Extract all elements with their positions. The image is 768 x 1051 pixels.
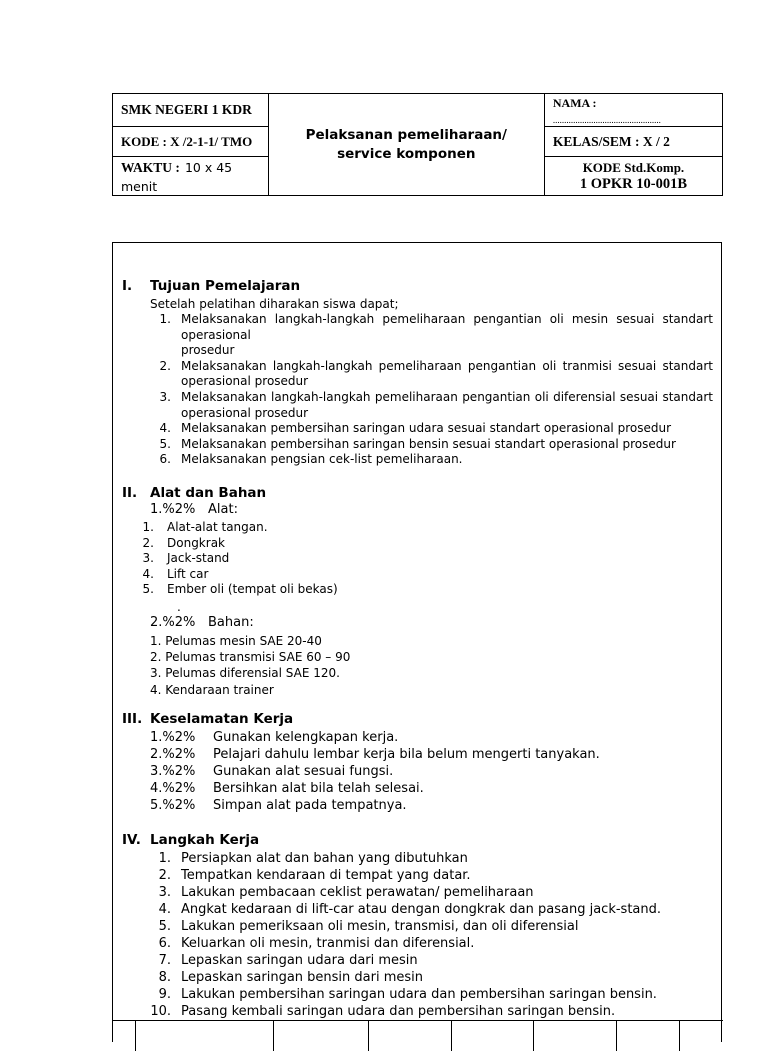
nama-cell — [544, 94, 722, 127]
list-item: 7. Lepaskan saringan udara dari mesin — [158, 953, 418, 968]
section-1-intro: Setelah pelatihan diharakan siswa dapat; — [150, 297, 399, 311]
bahan-heading: 2.%2% Bahan: — [150, 615, 254, 630]
list-item: 2.%2% Pelajari dahulu lembar kerja bila belum mengerti tanyakan. — [150, 747, 600, 762]
list-item: 2. Tempatkan kendaraan di tempat yang datar. — [158, 868, 471, 883]
list-item: 4.%2% Bersihkan alat bila telah selesai. — [150, 781, 424, 796]
section-1-number: I. — [122, 278, 133, 294]
list-item: 5. Melaksanakan pembersihan saringan bensin sesuai standart operasional prosedur — [159, 436, 676, 451]
list-item: 4. Melaksanakan pembersihan saringan udara sesuai standart operasional prosedur — [159, 421, 672, 436]
safety-list — [150, 729, 710, 814]
list-item: 6. Keluarkan oli mesin, tranmisi dan diferensial. — [158, 936, 475, 951]
kode-std-label: KODE Std.Komp. — [582, 160, 685, 175]
list-item: 3.%2% Gunakan alat sesuai fungsi. — [150, 764, 394, 779]
objective-list — [149, 312, 713, 468]
waktu-label: WAKTU : — [121, 160, 180, 175]
list-item: 10. Pasang kembali saringan udara dan pembersihan saringan bensin. — [150, 1004, 616, 1019]
nama-label: NAMA : — [552, 96, 597, 110]
worksheet-title: Pelaksanan pemeliharaan/ service komponen — [268, 94, 544, 196]
section-1-title: Tujuan Pemelajaran — [150, 278, 301, 294]
section-3-title: Keselamatan Kerja — [150, 711, 294, 727]
list-item: 1. Pelumas mesin SAE 20-40 — [150, 634, 322, 648]
list-item: 6. Melaksanakan pengsian cek-list pemeliharaan. — [159, 452, 463, 467]
section-1-heading — [122, 278, 300, 294]
list-item: 2. Pelumas transmisi SAE 60 – 90 — [150, 650, 351, 665]
list-item: 2. Dongkrak — [142, 535, 225, 550]
list-item: 1.%2% Gunakan kelengkapan kerja. — [150, 730, 399, 745]
list-item: 8. Lepaskan saringan bensin dari mesin — [158, 970, 424, 985]
list-item: 5.%2% Simpan alat pada tempatnya. — [150, 798, 407, 813]
section-4-heading — [122, 832, 259, 848]
list-item: 4. Kendaraan trainer — [150, 682, 274, 697]
waktu-value: 10 x 45 menit — [121, 160, 233, 194]
content-box — [112, 242, 722, 1042]
checklist-table-edge — [113, 1020, 723, 1051]
waktu-cell — [113, 157, 269, 196]
kelas-sem: KELAS/SEM : X / 2 — [544, 127, 722, 157]
list-item: 5. Ember oli (tempat oli bekas) — [142, 582, 338, 597]
list-item: 1. Persiapkan alat dan bahan yang dibutuhkan — [158, 851, 468, 866]
list-item: 4. Angkat kedaraan di lift-car atau dengan dongkrak dan pasang jack-stand. — [158, 902, 662, 917]
section-2-heading — [122, 485, 266, 501]
alat-heading: 1.%2% Alat: — [150, 502, 238, 517]
section-3-heading — [122, 711, 293, 727]
list-item: 5. Lakukan pemeriksaan oli mesin, transmisi, dan oli diferensial — [158, 919, 579, 934]
section-4-title: Langkah Kerja — [150, 832, 260, 848]
header-table — [112, 93, 723, 196]
list-item: 3. Pelumas diferensial SAE 120. — [150, 666, 340, 681]
section-3-number: III. — [122, 711, 143, 727]
alat-list — [132, 520, 432, 598]
section-4-number: IV. — [122, 832, 141, 848]
list-item: 2. Melaksanakan langkah-langkah pemeliharaan pengantian oli tranmisi sesuai standart operasional prosedur — [159, 358, 713, 389]
list-item: 1. Melaksanakan langkah-langkah pemeliharaan pengantian oli mesin sesuai standart operasional prosedur — [159, 312, 713, 358]
list-item: 3. Lakukan pembacaan ceklist perawatan/ pemeliharaan — [158, 885, 534, 900]
kode-std-value: 1 OPKR 10-001B — [579, 176, 688, 192]
list-item: 3. Melaksanakan langkah-langkah pemeliharaan pengantian oli diferensial sesuai standart operasional prosedur — [159, 389, 713, 420]
bahan-list — [150, 633, 450, 698]
section-2-title: Alat dan Bahan — [150, 485, 267, 501]
kode-label: KODE : X /2-1-1/ TMO — [113, 127, 269, 157]
school-name: SMK NEGERI 1 KDR — [113, 94, 269, 127]
kode-std-cell — [544, 157, 722, 196]
list-item: 9. Lakukan pembersihan saringan udara dan pembersihan saringan bensin. — [158, 987, 657, 1002]
list-item: 1. Alat-alat tangan. — [142, 520, 268, 534]
stray-dot: . — [177, 600, 181, 614]
nama-field: ................................................ — [552, 115, 661, 125]
section-2-number: II. — [122, 485, 138, 501]
list-item: 4. Lift car — [142, 566, 209, 581]
list-item: 3. Jack-stand — [142, 551, 230, 566]
steps-list — [149, 850, 709, 1020]
